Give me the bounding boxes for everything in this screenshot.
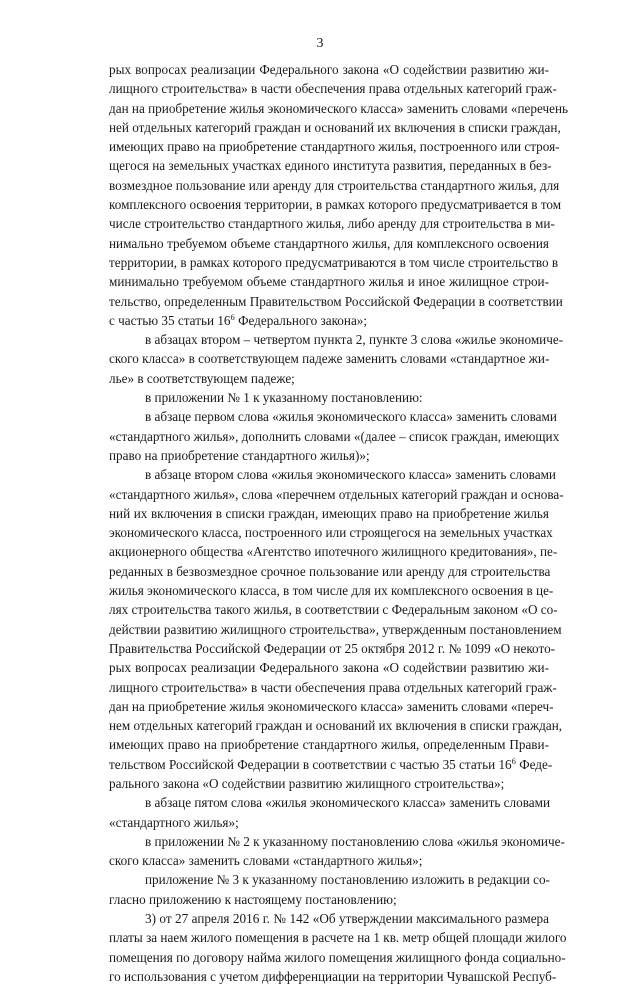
text-segment: нимально требуемом объеме стандартного жилья, для комплексного освоения bbox=[109, 235, 549, 251]
text-segment: в абзаце первом слова «жилья экономического класса» заменить словами bbox=[145, 409, 557, 425]
text-line bbox=[109, 774, 549, 793]
text-line bbox=[109, 793, 549, 812]
text-line bbox=[109, 890, 549, 909]
text-line bbox=[109, 678, 557, 697]
text-line bbox=[109, 485, 564, 504]
text-segment: право на приобретение стандартного жилья)»; bbox=[109, 447, 370, 463]
text-line bbox=[109, 311, 549, 330]
text-segment: приложение № 3 к указанному постановлению изложить в редакции со- bbox=[145, 872, 550, 888]
text-segment: комплексного освоения территории, в рамках которого предусматривается в том bbox=[109, 197, 562, 213]
text-segment: жилья экономического класса, в том числе для их комплексного освоения в це- bbox=[109, 583, 554, 599]
text-segment: возмездное пользование или аренду для строительства стандартного жилья, для bbox=[109, 177, 560, 193]
text-segment: имеющих право на приобретение стандартного жилья, определенным Прави- bbox=[109, 737, 549, 753]
text-segment: Феде- bbox=[515, 756, 553, 772]
text-segment: тельство, определенным Правительством Российской Федерации в соответствии bbox=[109, 293, 563, 309]
text-segment: лях строительства такого жилья, в соответствии с Федеральным законом «О со- bbox=[109, 602, 558, 618]
text-line bbox=[109, 639, 556, 658]
text-segment: 3) от 27 апреля 2016 г. № 142 «Об утверждении максимального размера bbox=[145, 911, 549, 927]
text-segment: рых вопросах реализации Федерального закона «О содействии развитию жи- bbox=[109, 660, 549, 676]
text-segment: лье» в соответствующем падеже; bbox=[109, 370, 295, 386]
text-segment: в абзацах втором – четвертом пункта 2, пункте 3 слова «жилье экономиче- bbox=[145, 332, 564, 348]
text-line bbox=[109, 349, 549, 368]
text-line bbox=[109, 813, 549, 832]
text-line bbox=[109, 542, 558, 561]
text-segment: дан на приобретение жилья экономического класса» заменить словами «переч- bbox=[109, 698, 554, 714]
text-line bbox=[109, 504, 549, 523]
text-line bbox=[109, 735, 549, 754]
text-line bbox=[109, 253, 559, 272]
text-line bbox=[109, 562, 549, 581]
text-segment: «стандартного жилья», дополнить словами «(далее – список граждан, имеющих bbox=[109, 428, 560, 444]
text-line bbox=[109, 427, 560, 446]
text-segment: тельством Российской Федерации в соответствии с частью 35 статьи 16 bbox=[109, 756, 512, 772]
text-line bbox=[109, 79, 557, 98]
text-line bbox=[109, 388, 549, 407]
text-segment: Правительства Российской Федерации от 25 октября 2012 г. № 1099 «О некото- bbox=[109, 640, 556, 656]
text-segment: дан на приобретение жилья экономического класса» заменить словами «перечень bbox=[109, 100, 569, 116]
text-line bbox=[109, 909, 549, 928]
text-segment: имеющих право на приобретение стандартного жилья, построенного или строя- bbox=[109, 139, 560, 155]
text-line bbox=[109, 176, 560, 195]
text-segment: реданных в безвозмездное срочное пользование или аренду для строительства bbox=[109, 563, 551, 579]
text-line bbox=[109, 581, 554, 600]
text-segment: рального закона «О содействии развитию жилищного строительства»; bbox=[109, 775, 505, 791]
text-line bbox=[109, 851, 549, 870]
text-line bbox=[109, 948, 566, 967]
text-segment: гласно приложению к настоящему постановлению; bbox=[109, 891, 397, 907]
text-line bbox=[109, 967, 557, 986]
text-line bbox=[109, 832, 565, 851]
text-line bbox=[109, 137, 560, 156]
text-segment: действии развитию жилищного строительства», утвержденным постановлением bbox=[109, 621, 562, 637]
text-line bbox=[109, 658, 549, 677]
text-line bbox=[109, 928, 567, 947]
text-segment: ней отдельных категорий граждан и оснований их включения в списки граждан, bbox=[109, 119, 561, 135]
text-segment: нем отдельных категорий граждан и оснований их включения в списки граждан, bbox=[109, 718, 563, 734]
page-number: 3 bbox=[316, 36, 324, 51]
text-line bbox=[109, 330, 564, 349]
text-line bbox=[109, 407, 557, 426]
text-segment: помещения по договору найма жилого помещения жилищного фонда социально- bbox=[109, 949, 566, 965]
text-line bbox=[109, 697, 554, 716]
text-segment: платы за наем жилого помещения в расчете на 1 кв. метр общей площади жилого bbox=[109, 930, 567, 946]
text-segment: лищного строительства» в части обеспечения права отдельных категорий граж- bbox=[109, 679, 557, 695]
text-line bbox=[109, 195, 562, 214]
text-segment: «стандартного жилья»; bbox=[109, 814, 239, 830]
text-line bbox=[109, 272, 549, 291]
text-line bbox=[109, 870, 549, 889]
text-line bbox=[109, 369, 549, 388]
text-line bbox=[109, 292, 563, 311]
text-segment: в абзаце пятом слова «жилья экономического класса» заменить словами bbox=[145, 795, 551, 811]
text-segment: ского класса» заменить словами «стандартного жилья»; bbox=[109, 853, 423, 869]
document-body bbox=[109, 60, 569, 986]
text-line bbox=[109, 600, 558, 619]
text-segment: лищного строительства» в части обеспечения права отдельных категорий граж- bbox=[109, 81, 557, 97]
text-segment: ского класса» в соответствующем падеже заменить словами «стандартное жи- bbox=[109, 351, 550, 367]
text-line bbox=[109, 156, 552, 175]
text-segment: го использования с учетом дифференциации на территории Чувашской Респуб- bbox=[109, 968, 557, 984]
text-segment: в приложении № 1 к указанному постановлению: bbox=[145, 390, 423, 406]
superscript: 6 bbox=[230, 311, 235, 322]
text-segment: числе строительство стандартного жилья, либо аренду для строительства в ми- bbox=[109, 216, 555, 232]
text-line bbox=[109, 99, 569, 118]
text-segment: рых вопросах реализации Федерального закона «О содействии развитию жи- bbox=[109, 62, 549, 77]
text-segment: в приложении № 2 к указанному постановлению слова «жилья экономиче- bbox=[145, 833, 565, 849]
text-line bbox=[109, 716, 563, 735]
text-line bbox=[109, 60, 549, 79]
text-line bbox=[109, 118, 561, 137]
text-line bbox=[109, 755, 553, 774]
text-segment: экономического класса, построенного или строящегося на земельных участках bbox=[109, 525, 553, 541]
text-line bbox=[109, 620, 562, 639]
superscript: 6 bbox=[511, 755, 516, 766]
text-segment: с частью 35 статьи 16 bbox=[109, 312, 231, 328]
text-line bbox=[109, 446, 549, 465]
text-segment: щегося на земельных участках единого института развития, переданных в без- bbox=[109, 158, 552, 174]
text-segment: территории, в рамках которого предусматриваются в том числе строительство в bbox=[109, 254, 559, 270]
text-segment: Федерального закона»; bbox=[234, 312, 368, 328]
text-line bbox=[109, 234, 549, 253]
text-segment: акционерного общества «Агентство ипотечного жилищного кредитования», пе- bbox=[109, 544, 558, 560]
text-line bbox=[109, 465, 556, 484]
text-segment: ний их включения в списки граждан, имеющих право на приобретение жилья bbox=[109, 505, 549, 521]
text-line bbox=[109, 523, 553, 542]
text-line bbox=[109, 214, 555, 233]
text-segment: минимально требуемом объеме стандартного жилья и иное жилищное строи- bbox=[109, 274, 549, 290]
text-segment: в абзаце втором слова «жилья экономического класса» заменить словами bbox=[145, 467, 556, 483]
text-segment: «стандартного жилья», слова «перечнем отдельных категорий граждан и основа- bbox=[109, 486, 564, 502]
